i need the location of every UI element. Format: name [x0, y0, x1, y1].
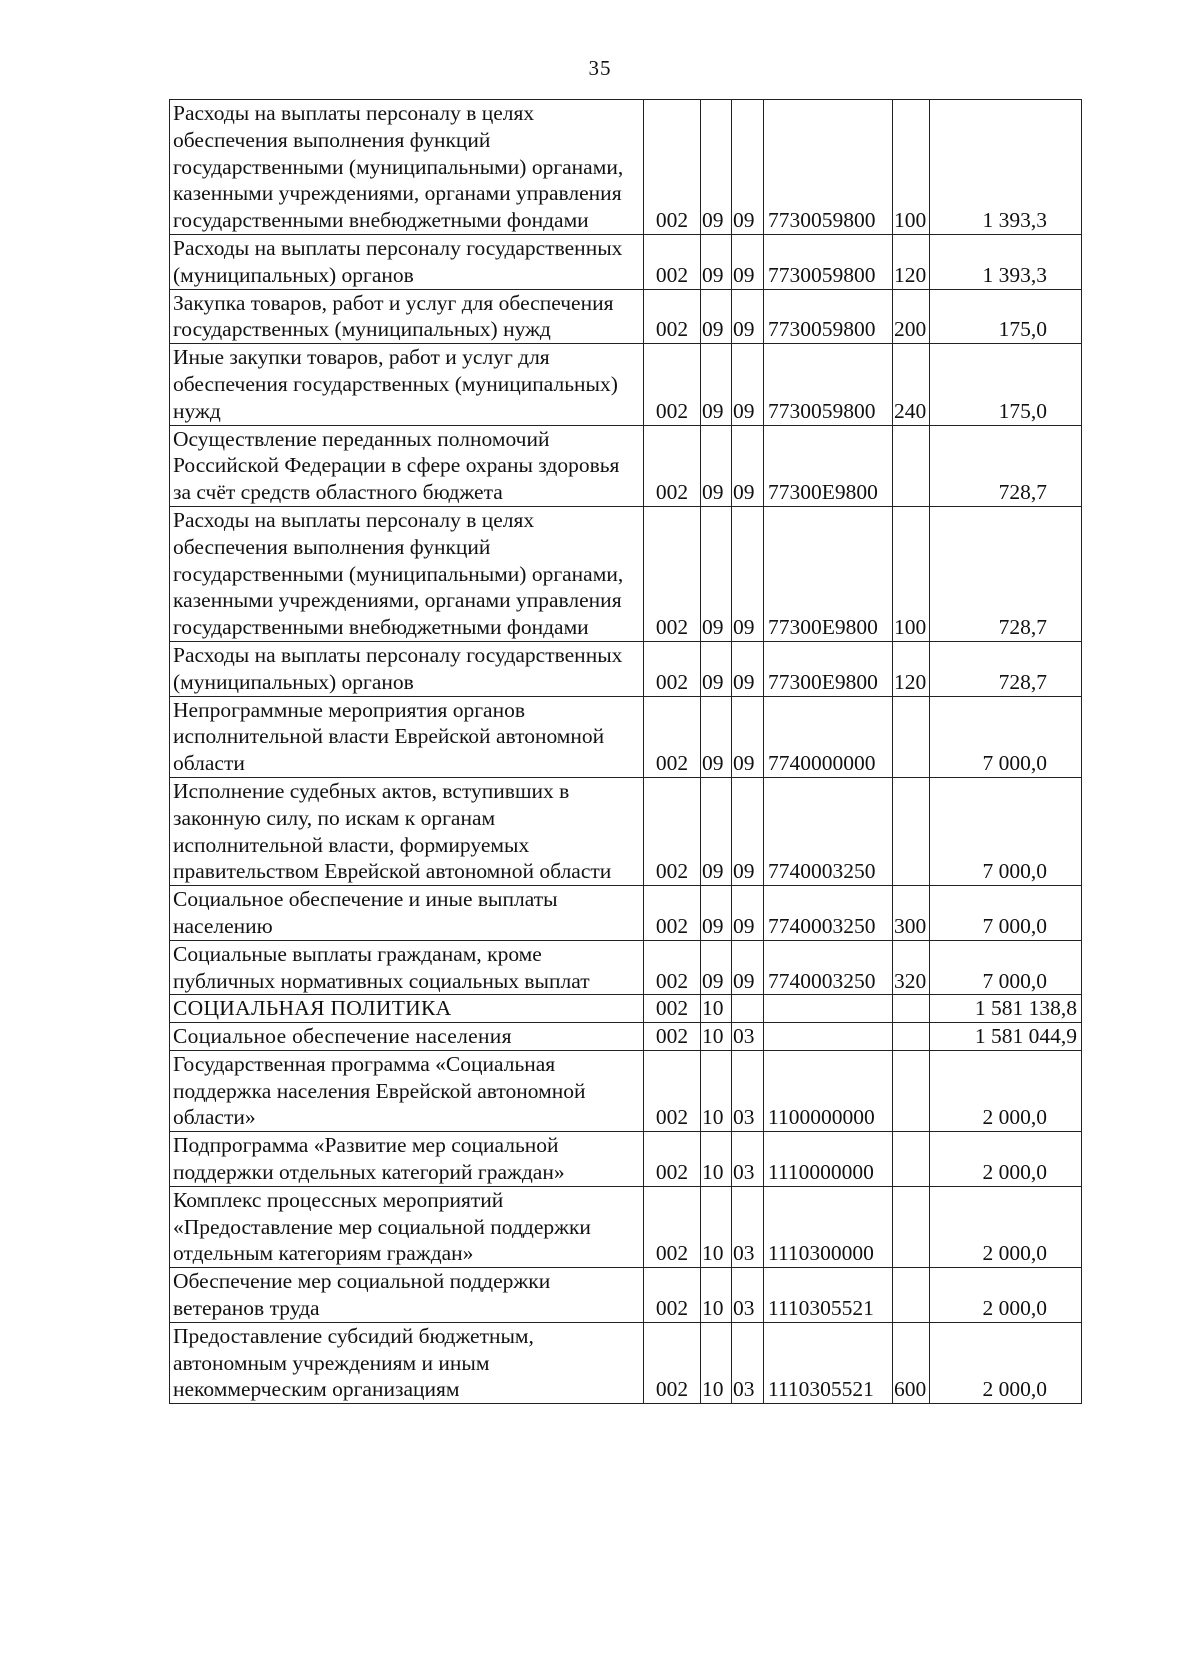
ministry-code: 002 [644, 1023, 701, 1051]
section-code: 09 [701, 886, 732, 941]
table-row [170, 100, 1082, 235]
ministry-code: 002 [644, 641, 701, 696]
ministry-code: 002 [644, 506, 701, 641]
amount: 1 581 044,9 [930, 1023, 1082, 1051]
expense-type-code: 300 [893, 886, 930, 941]
amount: 728,7 [930, 425, 1082, 506]
expense-type-code: 320 [893, 940, 930, 995]
ministry-code: 002 [644, 344, 701, 425]
expense-type-code [893, 777, 930, 885]
ministry-code: 002 [644, 940, 701, 995]
ministry-code: 002 [644, 995, 701, 1023]
ministry-code: 002 [644, 1050, 701, 1131]
ministry-code: 002 [644, 234, 701, 289]
target-article-code: 1110000000 [764, 1132, 893, 1187]
table-row [170, 1268, 1082, 1323]
expense-name: Расходы на выплаты персоналу государственных (муниципальных) органов [170, 641, 644, 696]
target-article-code: 7740003250 [764, 777, 893, 885]
amount: 175,0 [930, 289, 1082, 344]
section-code: 10 [701, 1322, 732, 1403]
section-code: 10 [701, 1050, 732, 1131]
table-row [170, 1050, 1082, 1131]
amount: 7 000,0 [930, 696, 1082, 777]
section-code: 09 [701, 100, 732, 235]
table-row [170, 506, 1082, 641]
target-article-code [764, 995, 893, 1023]
subsection-code: 09 [732, 289, 764, 344]
table-row-section-total [170, 995, 1082, 1023]
target-article-code: 7740003250 [764, 940, 893, 995]
subsection-code: 09 [732, 940, 764, 995]
target-article-code: 77300E9800 [764, 506, 893, 641]
amount: 1 581 138,8 [930, 995, 1082, 1023]
expense-name: Закупка товаров, работ и услуг для обеспечения государственных (муниципальных) нужд [170, 289, 644, 344]
expense-type-code: 100 [893, 100, 930, 235]
expense-type-code [893, 1186, 930, 1267]
ministry-code: 002 [644, 100, 701, 235]
amount: 175,0 [930, 344, 1082, 425]
target-article-code: 1110305521 [764, 1322, 893, 1403]
section-code: 09 [701, 696, 732, 777]
ministry-code: 002 [644, 696, 701, 777]
expense-name: Иные закупки товаров, работ и услуг для обеспечения государственных (муниципальных) нужд [170, 344, 644, 425]
section-code: 09 [701, 641, 732, 696]
amount: 2 000,0 [930, 1186, 1082, 1267]
expense-name: Непрограммные мероприятия органов исполнительной власти Еврейской автономной области [170, 696, 644, 777]
expense-name: Социальное обеспечение населения [170, 1023, 644, 1051]
subsection-code: 09 [732, 344, 764, 425]
table-row [170, 1322, 1082, 1403]
expense-type-code [893, 1132, 930, 1187]
expense-type-code [893, 1268, 930, 1323]
table-row [170, 234, 1082, 289]
expense-name: Расходы на выплаты персоналу в целях обеспечения выполнения функций государственными (муниципальными) органами, казенными учреждениями, органами управления государственными внебюджетными фондами [170, 506, 644, 641]
expense-type-code [893, 425, 930, 506]
target-article-code: 77300E9800 [764, 425, 893, 506]
expense-name: Расходы на выплаты персоналу государственных (муниципальных) органов [170, 234, 644, 289]
section-code: 09 [701, 234, 732, 289]
table-row [170, 1186, 1082, 1267]
ministry-code: 002 [644, 1186, 701, 1267]
expense-type-code [893, 696, 930, 777]
subsection-code: 03 [732, 1050, 764, 1131]
amount: 7 000,0 [930, 886, 1082, 941]
expense-name: Обеспечение мер социальной поддержки ветеранов труда [170, 1268, 644, 1323]
subsection-code: 03 [732, 1132, 764, 1187]
amount: 1 393,3 [930, 100, 1082, 235]
amount: 7 000,0 [930, 940, 1082, 995]
target-article-code: 77300E9800 [764, 641, 893, 696]
subsection-code [732, 995, 764, 1023]
ministry-code: 002 [644, 777, 701, 885]
amount: 7 000,0 [930, 777, 1082, 885]
section-code: 09 [701, 425, 732, 506]
amount: 2 000,0 [930, 1132, 1082, 1187]
section-code: 10 [701, 1023, 732, 1051]
expense-name: Государственная программа «Социальная поддержка населения Еврейской автономной области» [170, 1050, 644, 1131]
subsection-code: 09 [732, 425, 764, 506]
amount: 2 000,0 [930, 1322, 1082, 1403]
subsection-code: 03 [732, 1023, 764, 1051]
table-row [170, 641, 1082, 696]
expense-type-code [893, 995, 930, 1023]
subsection-code: 09 [732, 777, 764, 885]
table-row [170, 289, 1082, 344]
expense-name: Социальные выплаты гражданам, кроме публичных нормативных социальных выплат [170, 940, 644, 995]
expense-name: Предоставление субсидий бюджетным, автономным учреждениям и иным некоммерческим организациям [170, 1322, 644, 1403]
table-row [170, 344, 1082, 425]
target-article-code: 7730059800 [764, 289, 893, 344]
expense-name: Социальное обеспечение и иные выплаты населению [170, 886, 644, 941]
section-code: 09 [701, 344, 732, 425]
subsection-code: 09 [732, 100, 764, 235]
amount: 728,7 [930, 641, 1082, 696]
budget-table [169, 99, 1082, 1404]
subsection-code: 03 [732, 1322, 764, 1403]
section-code: 09 [701, 777, 732, 885]
target-article-code: 7740003250 [764, 886, 893, 941]
expense-type-code: 100 [893, 506, 930, 641]
target-article-code: 7740000000 [764, 696, 893, 777]
table-row-subsection-total [170, 1023, 1082, 1051]
ministry-code: 002 [644, 289, 701, 344]
amount: 728,7 [930, 506, 1082, 641]
target-article-code: 1110305521 [764, 1268, 893, 1323]
section-code: 10 [701, 1132, 732, 1187]
section-code: 09 [701, 940, 732, 995]
table-row [170, 696, 1082, 777]
subsection-code: 09 [732, 234, 764, 289]
target-article-code: 1100000000 [764, 1050, 893, 1131]
expense-type-code [893, 1050, 930, 1131]
section-code: 10 [701, 1268, 732, 1323]
target-article-code: 7730059800 [764, 234, 893, 289]
table-row [170, 940, 1082, 995]
amount: 2 000,0 [930, 1050, 1082, 1131]
target-article-code: 7730059800 [764, 100, 893, 235]
target-article-code [764, 1023, 893, 1051]
section-code: 10 [701, 1186, 732, 1267]
expense-type-code: 120 [893, 234, 930, 289]
subsection-code: 03 [732, 1268, 764, 1323]
expense-type-code: 200 [893, 289, 930, 344]
budget-table-body [170, 100, 1082, 1404]
expense-name: Подпрограмма «Развитие мер социальной поддержки отдельных категорий граждан» [170, 1132, 644, 1187]
page-number: 35 [588, 56, 612, 80]
subsection-code: 09 [732, 696, 764, 777]
amount: 2 000,0 [930, 1268, 1082, 1323]
section-code: 09 [701, 506, 732, 641]
ministry-code: 002 [644, 1132, 701, 1187]
expense-type-code: 120 [893, 641, 930, 696]
target-article-code: 7730059800 [764, 344, 893, 425]
expense-name: Осуществление переданных полномочий Российской Федерации в сфере охраны здоровья за счёт средств областного бюджета [170, 425, 644, 506]
subsection-code: 09 [732, 886, 764, 941]
subsection-code: 09 [732, 641, 764, 696]
subsection-code: 09 [732, 506, 764, 641]
section-code: 09 [701, 289, 732, 344]
table-row [170, 777, 1082, 885]
table-row [170, 425, 1082, 506]
expense-name: Исполнение судебных актов, вступивших в законную силу, по искам к органам исполнительной власти, формируемых правительством Еврейской автономной области [170, 777, 644, 885]
expense-name: Комплекс процессных мероприятий «Предоставление мер социальной поддержки отдельным категориям граждан» [170, 1186, 644, 1267]
expense-type-code: 240 [893, 344, 930, 425]
expense-type-code: 600 [893, 1322, 930, 1403]
target-article-code: 1110300000 [764, 1186, 893, 1267]
ministry-code: 002 [644, 1268, 701, 1323]
expense-type-code [893, 1023, 930, 1051]
subsection-code: 03 [732, 1186, 764, 1267]
expense-name: Расходы на выплаты персоналу в целях обеспечения выполнения функций государственными (муниципальными) органами, казенными учреждениями, органами управления государственными внебюджетными фондами [170, 100, 644, 235]
ministry-code: 002 [644, 1322, 701, 1403]
ministry-code: 002 [644, 886, 701, 941]
amount: 1 393,3 [930, 234, 1082, 289]
expense-name: СОЦИАЛЬНАЯ ПОЛИТИКА [170, 995, 644, 1023]
section-code: 10 [701, 995, 732, 1023]
table-row [170, 1132, 1082, 1187]
ministry-code: 002 [644, 425, 701, 506]
table-row [170, 886, 1082, 941]
